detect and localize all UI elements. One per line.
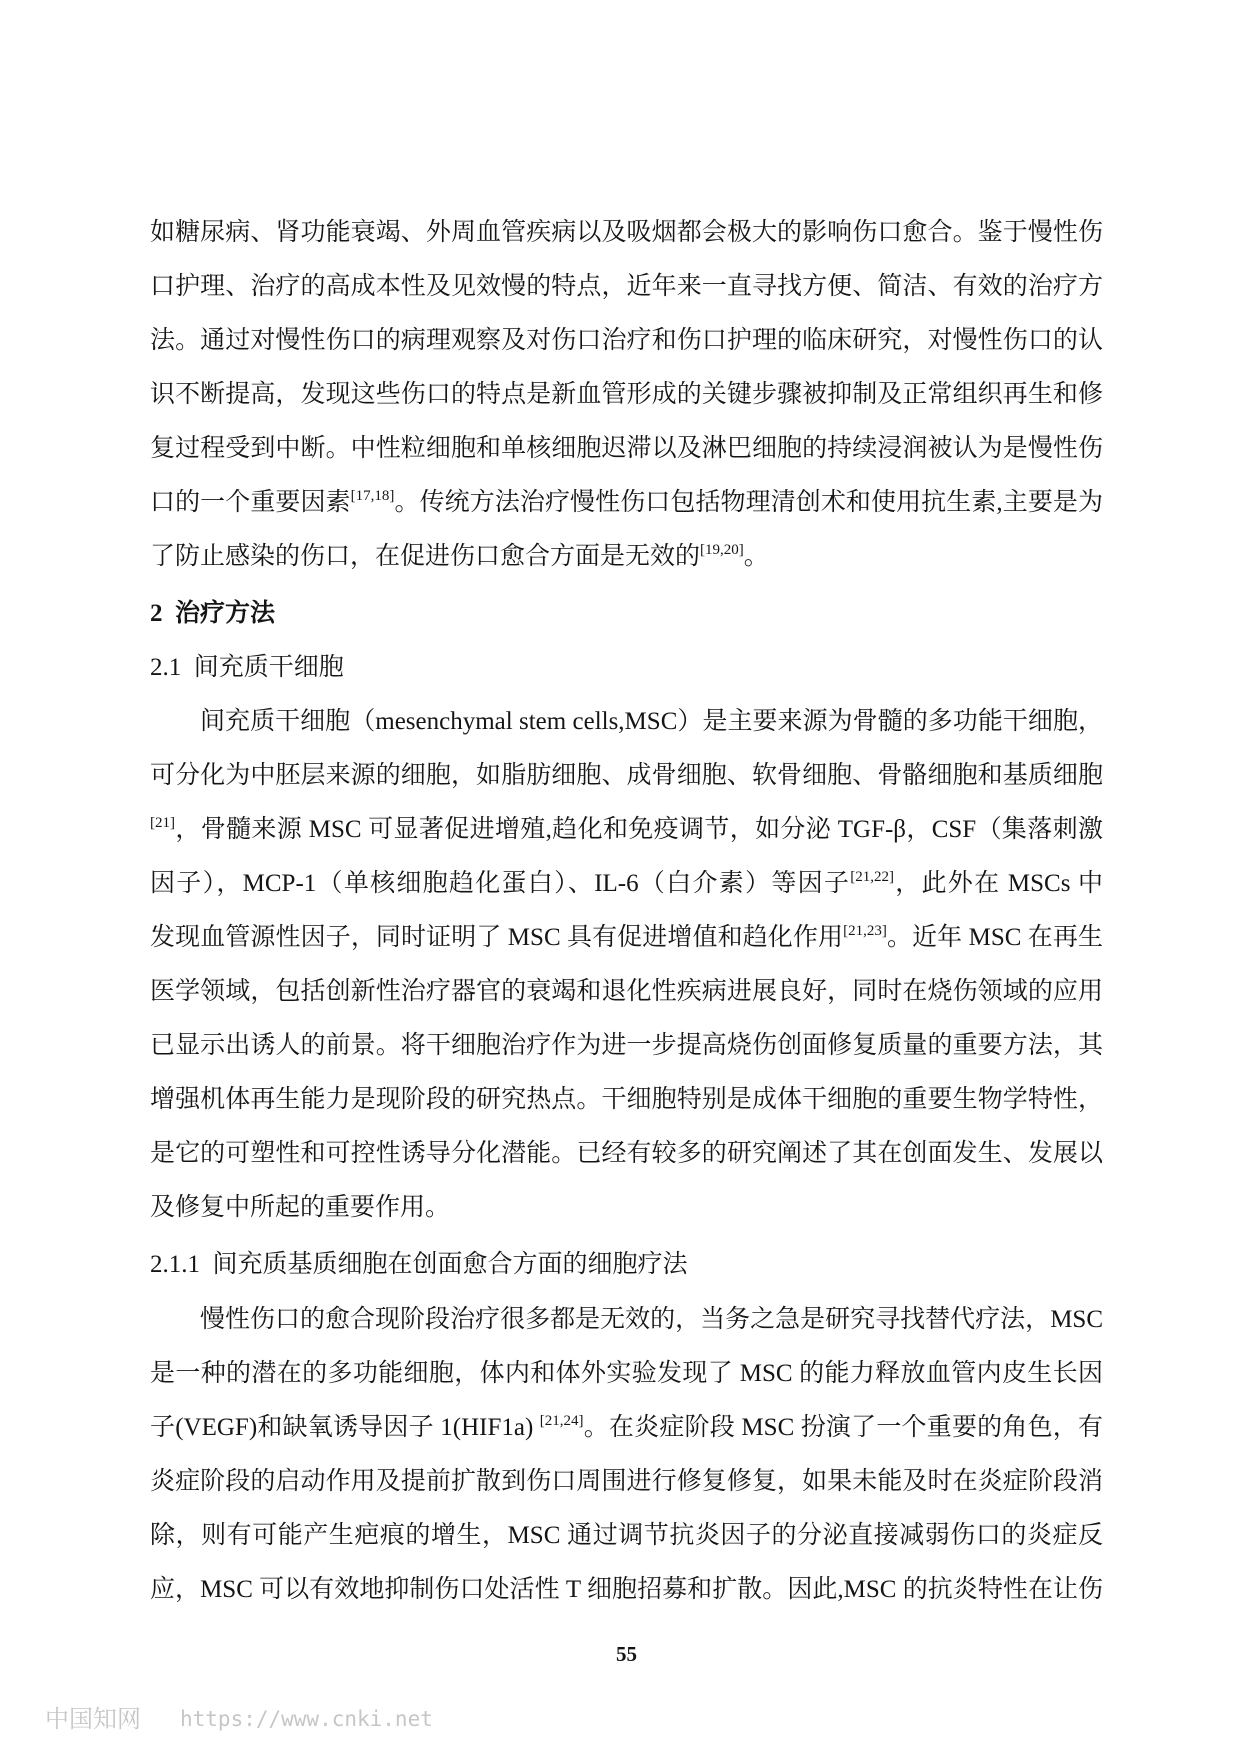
text-line: [150, 260, 1103, 314]
text-line: [150, 1347, 1103, 1401]
text-line: [150, 1073, 1103, 1127]
subsection-heading: [150, 641, 1103, 695]
line-text: 除，则有可能产生疤痕的增生，MSC 通过调节抗炎因子的分泌直接减弱伤口的炎症反: [150, 1522, 1103, 1549]
watermark-brand: 中国知网: [45, 1705, 141, 1733]
text-line: [150, 695, 1103, 749]
text-line: [150, 749, 1103, 803]
paragraph: [150, 695, 1103, 1235]
heading-number: 2.1.1: [150, 1251, 200, 1278]
page-number: 55: [616, 1642, 637, 1666]
paragraph-continued: [150, 206, 1103, 584]
text-line: [150, 476, 1103, 530]
citation-reference: [17,18]: [350, 488, 395, 504]
line-text: 间充质干细胞（mesenchymal stem cells,MSC）是主要来源为骨髓的多功能干细胞，: [200, 708, 1103, 735]
text-line: [150, 911, 1103, 965]
line-text: ，此外在 MSCs 中: [893, 870, 1103, 897]
line-text: 医学领域，包括创新性治疗器官的衰竭和退化性疾病进展良好，同时在烧伤领域的应用: [150, 978, 1103, 1005]
line-text: 是一种的潜在的多功能细胞，体内和体外实验发现了 MSC 的能力释放血管内皮生长因: [150, 1360, 1103, 1387]
line-text: 。: [743, 543, 769, 570]
line-text: 因子），MCP-1（单核细胞趋化蛋白）、IL-6（白介素）等因子: [150, 870, 851, 897]
line-text: 应，MSC 可以有效地抑制伤口处活性 T 细胞招募和扩散。因此,MSC 的抗炎特性在让伤: [150, 1576, 1103, 1603]
line-text: 。在炎症阶段 MSC 扮演了一个重要的角色，有: [583, 1414, 1103, 1441]
text-line: [150, 530, 1103, 584]
line-text: 。传统方法治疗慢性伤口包括物理清创术和使用抗生素,主要是为: [394, 489, 1103, 516]
citation-reference: [21]: [150, 815, 175, 831]
line-text: 复过程受到中断。中性粒细胞和单核细胞迟滞以及淋巴细胞的持续浸润被认为是慢性伤: [150, 435, 1103, 462]
text-line: [150, 1401, 1103, 1455]
subsubsection-heading: [150, 1238, 1103, 1292]
line-text: 子(VEGF)和缺氧诱导因子 1(HIF1a): [150, 1414, 540, 1441]
section-heading: [150, 587, 1103, 641]
line-text: 慢性伤口的愈合现阶段治疗很多都是无效的，当务之急是研究寻找替代疗法，MSC: [200, 1306, 1103, 1333]
text-line: [150, 1293, 1103, 1347]
text-line: [150, 314, 1103, 368]
cnki-watermark: [45, 1703, 465, 1735]
heading-title: 治疗方法: [175, 600, 276, 627]
citation-reference: [21,24]: [539, 1413, 584, 1429]
line-text: 是它的可塑性和可控性诱导分化潜能。已经有较多的研究阐述了其在创面发生、发展以: [150, 1140, 1103, 1167]
line-text: 发现血管源性因子，同时证明了 MSC 具有促进增值和趋化作用: [150, 924, 844, 951]
line-text: 增强机体再生能力是现阶段的研究热点。干细胞特别是成体干细胞的重要生物学特性，: [150, 1086, 1103, 1113]
line-text: 可分化为中胚层来源的细胞，如脂肪细胞、成骨细胞、软骨细胞、骨骼细胞和基质细胞: [150, 762, 1103, 789]
watermark-url: https://www.cnki.net: [180, 1707, 433, 1731]
text-line: [150, 965, 1103, 1019]
text-line: [150, 857, 1103, 911]
line-text: 已显示出诱人的前景。将干细胞治疗作为进一步提高烧伤创面修复质量的重要方法，其: [150, 1032, 1103, 1059]
line-text: 法。通过对慢性伤口的病理观察及对伤口治疗和伤口护理的临床研究，对慢性伤口的认: [150, 327, 1103, 354]
text-line: [150, 1019, 1103, 1073]
text-line: [150, 1127, 1103, 1181]
citation-reference: [21,22]: [850, 869, 894, 885]
line-text: ，骨髓来源 MSC 可显著促进增殖,趋化和免疫调节，如分泌 TGF-β，CSF（集落刺激: [175, 816, 1103, 843]
heading-number: 2.1: [150, 654, 182, 681]
line-text: 。近年 MSC 在再生: [886, 924, 1103, 951]
text-line: [150, 1455, 1103, 1509]
citation-reference: [19,20]: [700, 542, 744, 558]
text-line: [150, 1509, 1103, 1563]
text-line: [150, 206, 1103, 260]
text-line: [150, 803, 1103, 857]
heading-number: 2: [150, 600, 163, 627]
text-line: [150, 1181, 1103, 1235]
line-text: 识不断提高，发现这些伤口的特点是新血管形成的关键步骤被抑制及正常组织再生和修: [150, 381, 1103, 408]
heading-title: 间充质基质细胞在创面愈合方面的细胞疗法: [212, 1251, 688, 1278]
line-text: 如糖尿病、肾功能衰竭、外周血管疾病以及吸烟都会极大的影响伤口愈合。鉴于慢性伤: [150, 219, 1103, 246]
citation-reference: [21,23]: [843, 923, 887, 939]
line-text: 炎症阶段的启动作用及提前扩散到伤口周围进行修复修复，如果未能及时在炎症阶段消: [150, 1468, 1103, 1495]
page-body: [150, 206, 1103, 1617]
line-text: 了防止感染的伤口，在促进伤口愈合方面是无效的: [150, 543, 701, 570]
heading-title: 间充质干细胞: [193, 654, 344, 681]
text-line: [150, 1563, 1103, 1617]
line-text: 口护理、治疗的高成本性及见效慢的特点，近年来一直寻找方便、简洁、有效的治疗方: [150, 273, 1103, 300]
text-line: [150, 422, 1103, 476]
paragraph-continues: [150, 1293, 1103, 1617]
text-line: [150, 368, 1103, 422]
line-text: 及修复中所起的重要作用。: [150, 1194, 451, 1221]
line-text: 口的一个重要因素: [150, 489, 351, 516]
